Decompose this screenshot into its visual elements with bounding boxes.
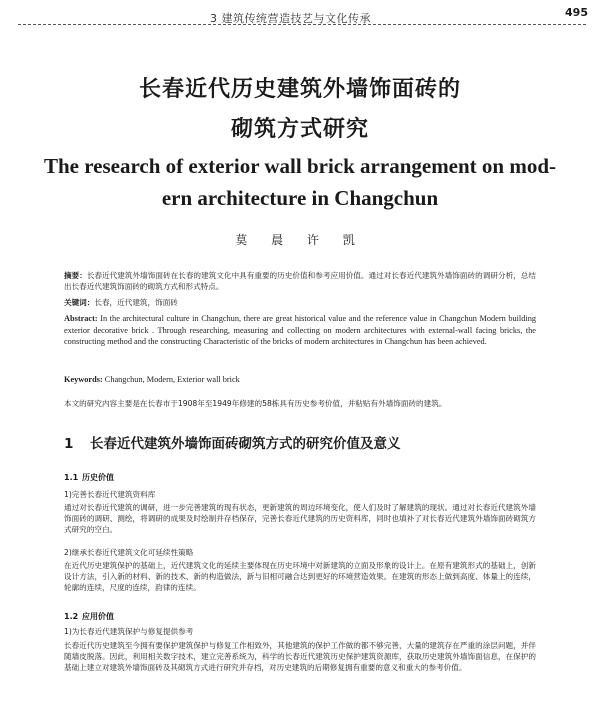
subsection-1-1-title: 历史价值 xyxy=(82,473,114,482)
item-1-1-1-title: 1)完善长春近代建筑资料库 xyxy=(64,490,156,499)
abstract-en-label: Abstract: xyxy=(64,314,98,323)
item-1-1-2-title: 2)继承长春近代建筑文化可延续性策略 xyxy=(64,548,194,557)
abstract-en xyxy=(64,313,536,371)
section-1-number: 1 xyxy=(64,436,74,452)
header-rule xyxy=(18,24,586,25)
running-head xyxy=(0,4,600,24)
intro-paragraph: 本文的研究内容主要是在长春市于1908年至1949年修建的58栋具有历史参考价值，并粘贴有外墙饰面砖的建筑。 xyxy=(64,399,447,408)
subsection-1-2-number: 1.2 xyxy=(64,612,79,621)
item-1-1-2-paragraph: 在近代历史建筑保护的基础上，近代建筑文化的延续主要体现在历史环境中对新建筑的立面及形象的设计上。在原有建筑形式的基础上，创新设计方法，引入新的材料、新的技术、新的构造做法，新与旧相可融合达到更好的环境营造效果。在建筑的形态上做到高度、体量上的连续，轮廓的连续，尺度的连续，韵律的连续。 xyxy=(64,561,536,592)
title-en-line1: The research of exterior wall brick arrangement on mod- xyxy=(43,154,557,178)
keywords-zh-text: 长春，近代建筑，饰面砖 xyxy=(94,298,178,307)
subsection-1-1-number: 1.1 xyxy=(64,473,79,482)
subsection-1-2-title: 应用价值 xyxy=(82,612,114,621)
subsection-1-2-heading xyxy=(64,611,536,622)
keywords-en-label: Keywords: xyxy=(64,375,103,384)
abstract-zh-label: 摘要： xyxy=(64,271,87,280)
item-1-2-1-paragraph: 长春近代历史建筑至今拥有要保护建筑保护与修复工作相致外，其他建筑的保护工作做的都不够完善，大量的建筑存在严重的涂层问题，并伴随墙皮脱落。因此，利用相关数字技术，建立完善系统为，科学的长春近代建筑历史保护建筑资源库，获取历史建筑外墙饰面信息，在保护的基础上建立对建筑外墙饰面砖及其砌筑方式进行研究并存档，对历史建筑的后期修复拥有重要的意义和重大的参考价值。 xyxy=(64,641,536,672)
abstract-en-text: In the architectural culture in Changchun, there are great historical value and the reference value in Changchun Modern building exterior decorative brick . Through researching, measuring and collecting on modern architectures with external-wall facing bricks, the constructing method and the constructing Characteristic of the bricks of modern architectures in Changchun has been achieved. xyxy=(64,314,536,347)
authors: 莫 晨 许 凯 xyxy=(235,233,365,247)
page-number: 495 xyxy=(565,6,588,19)
title-zh-line2: 砌筑方式研究 xyxy=(230,117,369,142)
section-1-title: 长春近代建筑外墙饰面砖砌筑方式的研究价值及意义 xyxy=(90,436,401,452)
abstract-zh-text: 长春近代建筑外墙饰面砖在长春的建筑文化中具有重要的历史价值和参考应用价值。通过对长春近代建筑外墙饰面砖的调研分析，总结出长春近代建筑饰面砖的砌筑方式和形式特点。 xyxy=(64,271,536,291)
title-zh-line1: 长春近代历史建筑外墙饰面砖的 xyxy=(138,77,461,102)
section-1-heading xyxy=(64,432,536,452)
running-head-section: 3 建筑传统营造技艺与文化传承 xyxy=(210,12,371,25)
abstract-zh xyxy=(64,270,536,292)
title-en-line2: ern architecture in Changchun xyxy=(161,186,439,210)
item-1-2-1-title: 1)为长春近代建筑保护与修复提供参考 xyxy=(64,627,194,636)
subsection-1-1-heading xyxy=(64,472,536,483)
keywords-en-text: Changchun, Modern, Exterior wall brick xyxy=(104,375,240,384)
keywords-zh xyxy=(64,297,536,308)
keywords-en xyxy=(64,374,536,386)
item-1-1-1-paragraph: 通过对长春近代建筑的调研，进一步完善建筑的现有状态，更新建筑的周边环境变化，使人们及时了解建筑的现状。通过对长春近代建筑外墙饰面砖的调研、测绘，将调研的成果及时绘制并存档保存，完善长春近代建筑的历史资料库，同时也填补了对长春近代建筑外墙饰面砖砌筑方式研究的空白。 xyxy=(64,503,536,534)
keywords-zh-label: 关键词： xyxy=(64,298,95,307)
